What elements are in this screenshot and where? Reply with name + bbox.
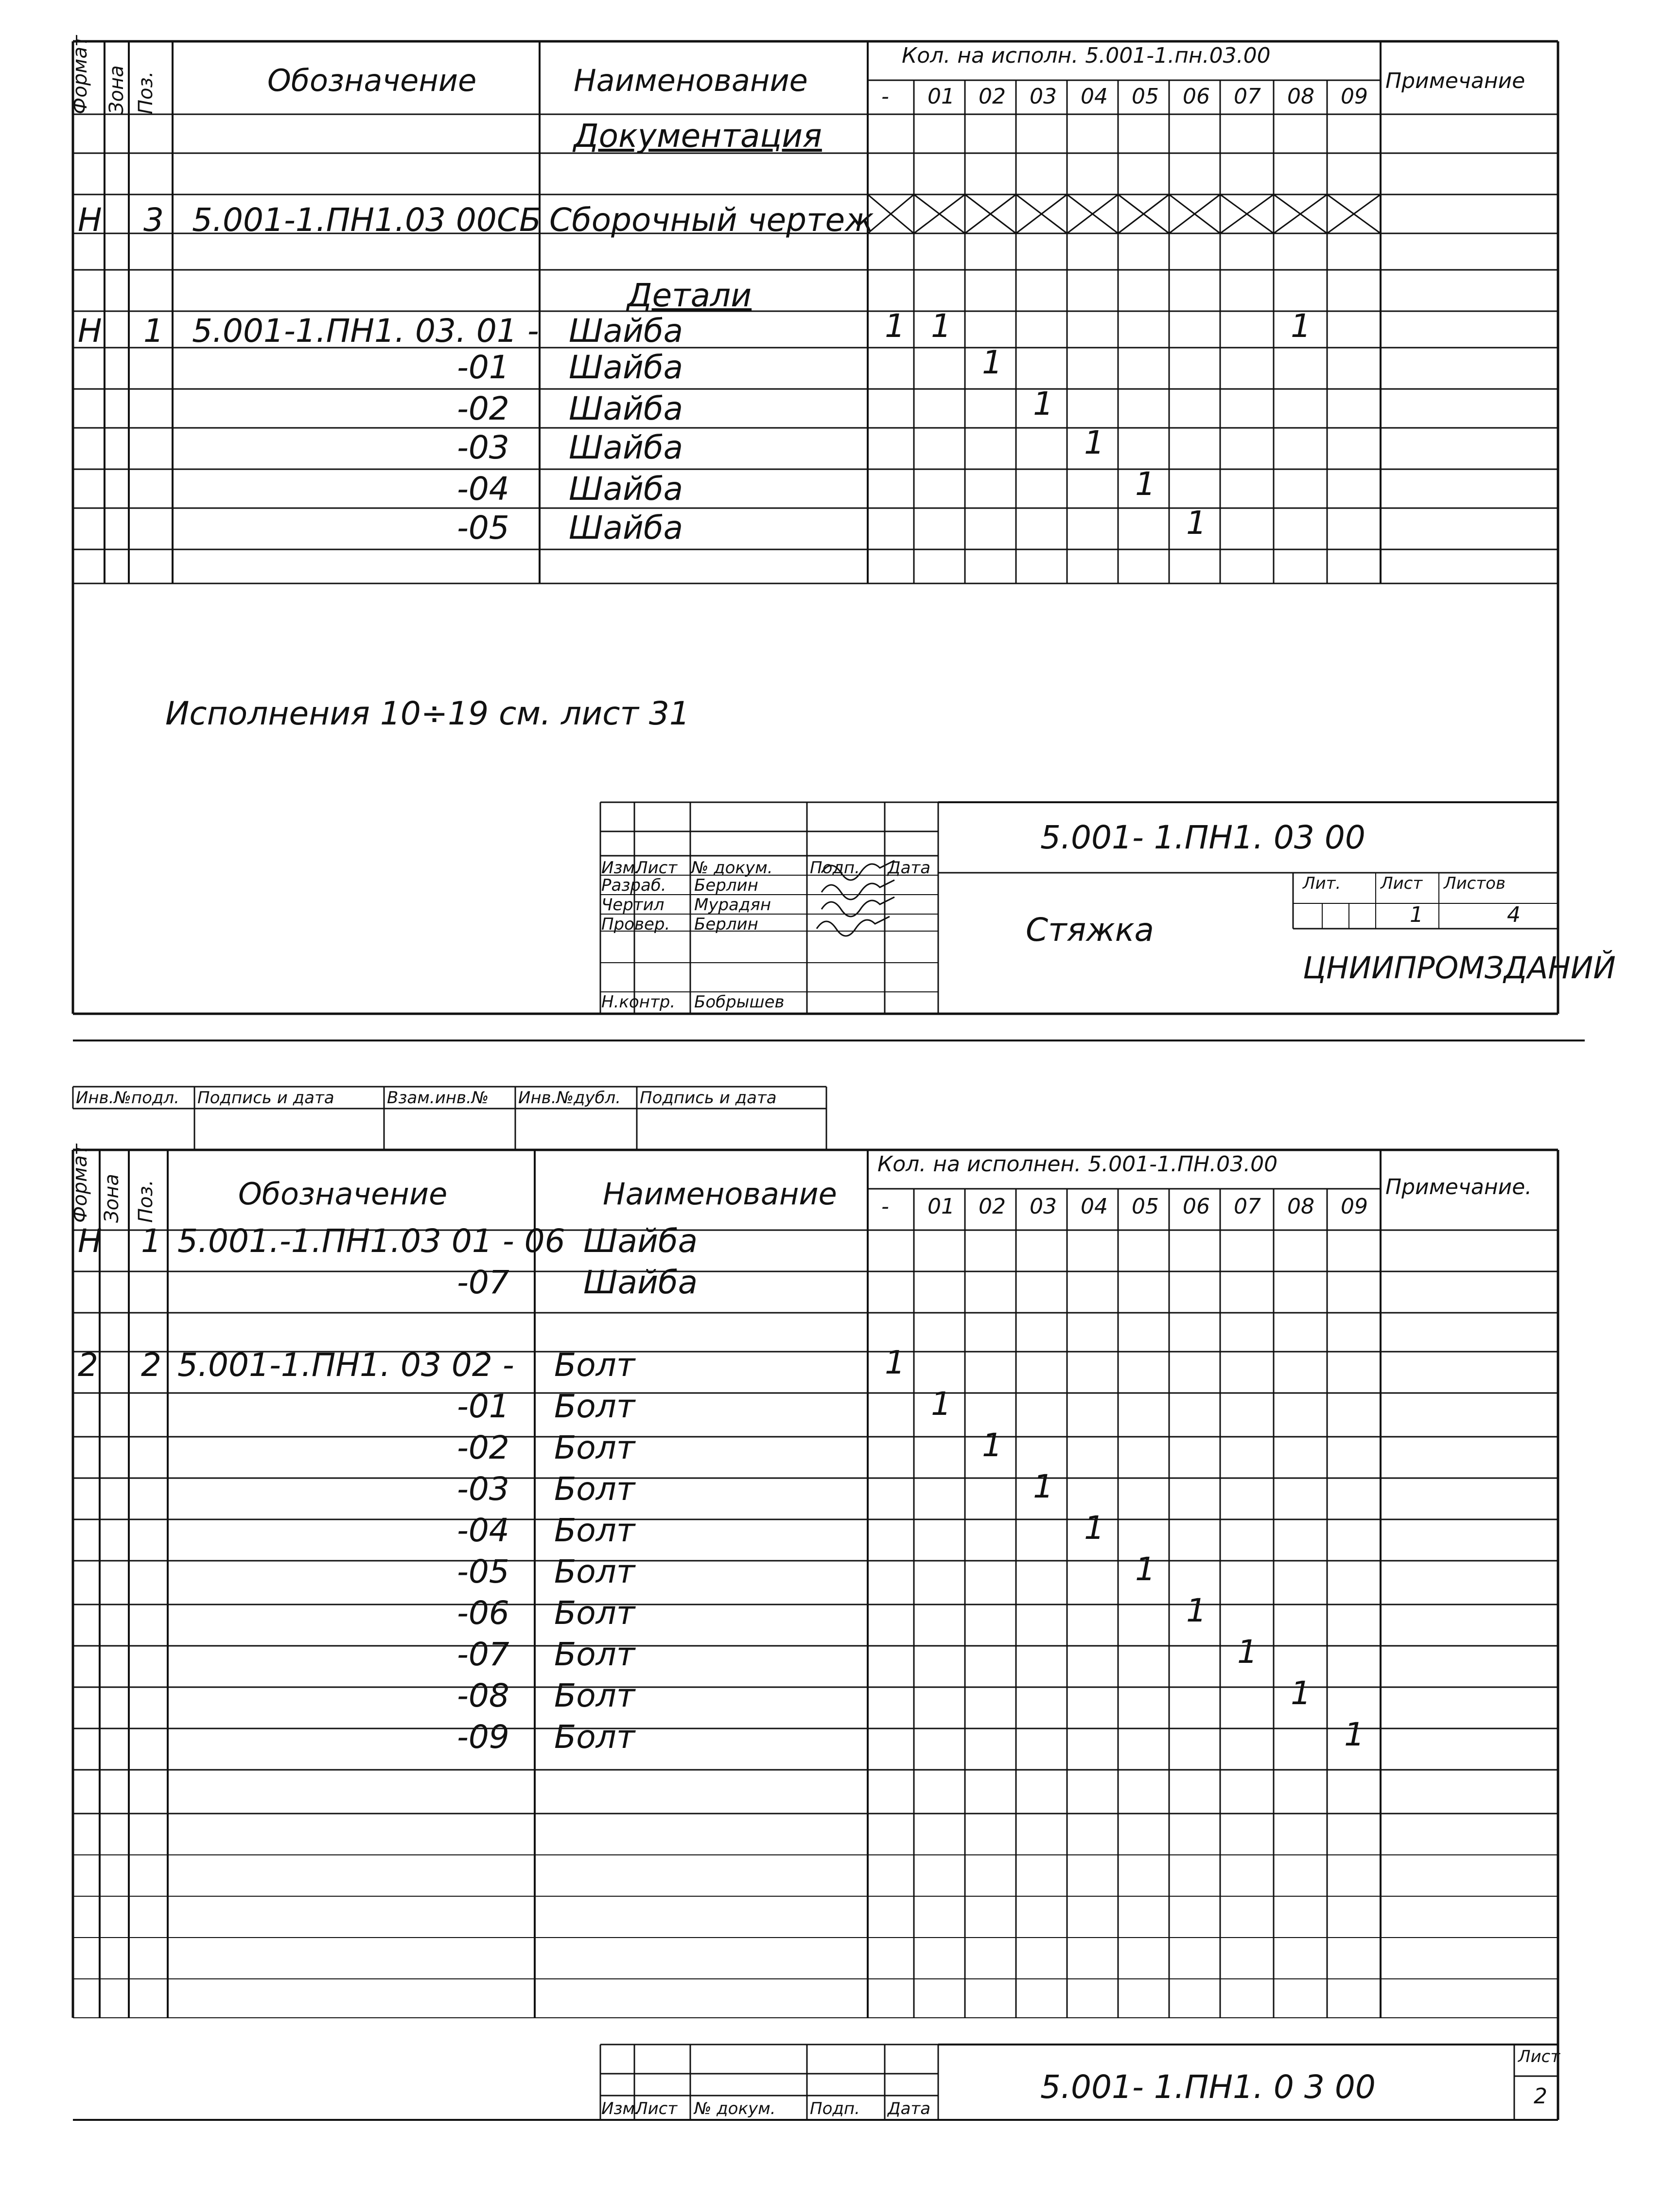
tb-sheet-label: Лист [1518, 2047, 1560, 2066]
part-format: Н [78, 312, 102, 350]
row-name: Болт [554, 1388, 635, 1425]
header-zone: Зона [105, 65, 128, 114]
section-parts: Детали [627, 277, 752, 314]
header-note: Примечание. [1385, 1175, 1532, 1199]
qty-mark: 1 [885, 307, 905, 345]
header-name: Наименование [603, 1176, 837, 1212]
row-designation: 5.001-1.ПН1. 03 02 - [177, 1346, 514, 1384]
tb-role: Н.контр. [601, 992, 676, 1012]
tb-person: Берлин [694, 876, 758, 895]
header-variant-0: - [881, 1194, 889, 1219]
qty-mark: 1 [1033, 1468, 1053, 1505]
header-pos: Поз. [135, 1180, 157, 1223]
variants-note: Исполнения 10÷19 см. лист 31 [165, 695, 690, 732]
header-variant-4: 04 [1081, 84, 1108, 109]
tb-sheet-no: 1 [1410, 902, 1423, 927]
qty-mark: 1 [1033, 385, 1053, 423]
row-designation: -01 [457, 1388, 509, 1425]
header-variant-0: - [881, 84, 889, 109]
tb-org: ЦНИИПРОМЗДАНИЙ [1303, 950, 1616, 986]
qty-mark: 1 [982, 1427, 1002, 1464]
row-name: Болт [554, 1677, 635, 1714]
tb-col-label: Дата [888, 858, 931, 878]
stamp-cell: Взам.инв.№ [387, 1088, 489, 1108]
row-name: Шайба [583, 1264, 698, 1301]
assembly-name: Сборочный чертеж [549, 201, 874, 239]
tb-sheet-no: 2 [1534, 2084, 1547, 2109]
row-name: Болт [554, 1470, 635, 1508]
row-designation: -06 [457, 1594, 509, 1632]
header-variant-2: 02 [979, 1194, 1006, 1219]
qty-mark: 1 [1237, 1633, 1258, 1671]
tb-col-label: Изм. [601, 858, 640, 878]
header-variant-7: 07 [1234, 84, 1261, 109]
tb-col-label: Лист [635, 858, 678, 878]
tb-lit-label: Лит. [1303, 874, 1341, 893]
part-name: Шайба [569, 429, 683, 466]
qty-mark: 1 [1135, 465, 1155, 503]
part-designation: -05 [457, 509, 509, 546]
tb-col-label: Изм. [601, 2099, 640, 2118]
tb-col-label: № докум. [691, 858, 773, 878]
tb-role: Чертил [601, 895, 665, 915]
header-variant-1: 01 [928, 84, 955, 109]
row-designation: -09 [457, 1718, 509, 1756]
qty-mark: 1 [1084, 424, 1104, 461]
part-pos: 1 [143, 312, 164, 350]
qty-mark: 1 [1084, 1509, 1104, 1547]
tb-col-label: Лист [635, 2099, 678, 2118]
header-pos: Поз. [135, 71, 157, 114]
stamp-cell: Подпись и дата [197, 1088, 334, 1108]
section-documentation: Документация [574, 117, 822, 155]
signature [822, 880, 894, 899]
header-qty-label: Кол. на исполнен. 5.001-1.ПН.03.00 [877, 1152, 1278, 1177]
tb-person: Берлин [694, 915, 758, 934]
part-name: Шайба [569, 470, 683, 508]
part-name: Шайба [569, 509, 683, 546]
qty-mark: 1 [982, 344, 1002, 381]
assembly-pos: 3 [143, 201, 164, 239]
row-name: Болт [554, 1346, 635, 1384]
header-format: Формат [69, 35, 91, 114]
qty-mark: 1 [1344, 1716, 1365, 1753]
tb-doc-code: 5.001- 1.ПН1. 0 3 00 [1040, 2068, 1376, 2106]
row-pos: 2 [141, 1346, 161, 1384]
header-variant-3: 03 [1030, 1194, 1057, 1219]
header-variant-8: 08 [1287, 84, 1314, 109]
header-variant-1: 01 [928, 1194, 955, 1219]
qty-mark: 1 [931, 307, 951, 345]
row-designation: -07 [457, 1264, 509, 1301]
row-designation: -05 [457, 1553, 509, 1590]
row-name: Болт [554, 1553, 635, 1590]
assembly-designation: 5.001-1.ПН1.03 00СБ [192, 201, 542, 239]
header-variant-7: 07 [1234, 1194, 1261, 1219]
header-designation: Обозначение [267, 63, 477, 98]
header-variant-6: 06 [1183, 1194, 1210, 1219]
tb-sheet-label: Лист [1381, 874, 1423, 893]
header-variant-5: 05 [1132, 84, 1159, 109]
tb-col-label: Подп. [810, 858, 860, 878]
qty-mark: 1 [931, 1385, 951, 1423]
header-variant-9: 09 [1341, 1194, 1368, 1219]
header-variant-5: 05 [1132, 1194, 1159, 1219]
qty-mark: 1 [1135, 1551, 1155, 1588]
stamp-cell: Инв.№подл. [76, 1088, 179, 1108]
tb-role: Провер. [601, 915, 670, 934]
row-name: Шайба [583, 1222, 698, 1260]
qty-mark: 1 [1186, 1592, 1207, 1629]
row-designation: -04 [457, 1512, 509, 1549]
tb-person: Бобрышев [694, 992, 785, 1012]
tb-col-label: № докум. [694, 2099, 776, 2118]
tb-sheets-total: 4 [1507, 902, 1521, 927]
part-name: Шайба [569, 390, 683, 427]
part-name: Шайба [569, 312, 683, 350]
header-note: Примечание [1385, 69, 1525, 93]
row-name: Болт [554, 1636, 635, 1673]
tb-col-label: Подп. [810, 2099, 860, 2118]
qty-mark: 1 [1186, 504, 1207, 542]
row-format: 2 [78, 1346, 98, 1384]
header-zone: Зона [101, 1174, 123, 1223]
row-designation: -03 [457, 1470, 509, 1508]
header-format: Формат [69, 1144, 91, 1223]
header-variant-3: 03 [1030, 84, 1057, 109]
qty-mark: 1 [1291, 1675, 1311, 1712]
part-name: Шайба [569, 349, 683, 386]
tb-col-label: Дата [888, 2099, 931, 2118]
header-name: Наименование [574, 63, 808, 98]
tb-sheets-label: Листов [1444, 874, 1506, 893]
row-name: Болт [554, 1512, 635, 1549]
row-designation: -08 [457, 1677, 509, 1714]
part-designation: -03 [457, 429, 509, 466]
tb-title: Стяжка [1026, 911, 1154, 949]
header-qty-label: Кол. на исполн. 5.001-1.пн.03.00 [902, 43, 1271, 68]
row-designation: -07 [457, 1636, 509, 1673]
qty-mark: 1 [885, 1344, 905, 1381]
row-name: Болт [554, 1718, 635, 1756]
header-designation: Обозначение [238, 1176, 448, 1212]
stamp-cell: Подпись и дата [640, 1088, 777, 1108]
tb-doc-code: 5.001- 1.ПН1. 03 00 [1040, 819, 1365, 856]
part-designation: 5.001-1.ПН1. 03. 01 - [192, 312, 539, 350]
row-format: Н [78, 1222, 102, 1260]
row-name: Болт [554, 1594, 635, 1632]
header-variant-6: 06 [1183, 84, 1210, 109]
assembly-format: Н [78, 201, 102, 239]
signature [817, 917, 890, 936]
tb-person: Мурадян [694, 895, 771, 915]
part-designation: -04 [457, 470, 509, 508]
header-variant-4: 04 [1081, 1194, 1108, 1219]
header-variant-9: 09 [1341, 84, 1368, 109]
row-designation: 5.001.-1.ПН1.03 01 - 06 [177, 1222, 565, 1260]
qty-mark: 1 [1291, 307, 1311, 345]
part-designation: -01 [457, 349, 509, 386]
stamp-cell: Инв.№дубл. [518, 1088, 621, 1108]
row-name: Болт [554, 1429, 635, 1466]
row-designation: -02 [457, 1429, 509, 1466]
header-variant-2: 02 [979, 84, 1006, 109]
part-designation: -02 [457, 390, 509, 427]
tb-role: Разраб. [601, 876, 666, 895]
header-variant-8: 08 [1287, 1194, 1314, 1219]
row-pos: 1 [141, 1222, 161, 1260]
